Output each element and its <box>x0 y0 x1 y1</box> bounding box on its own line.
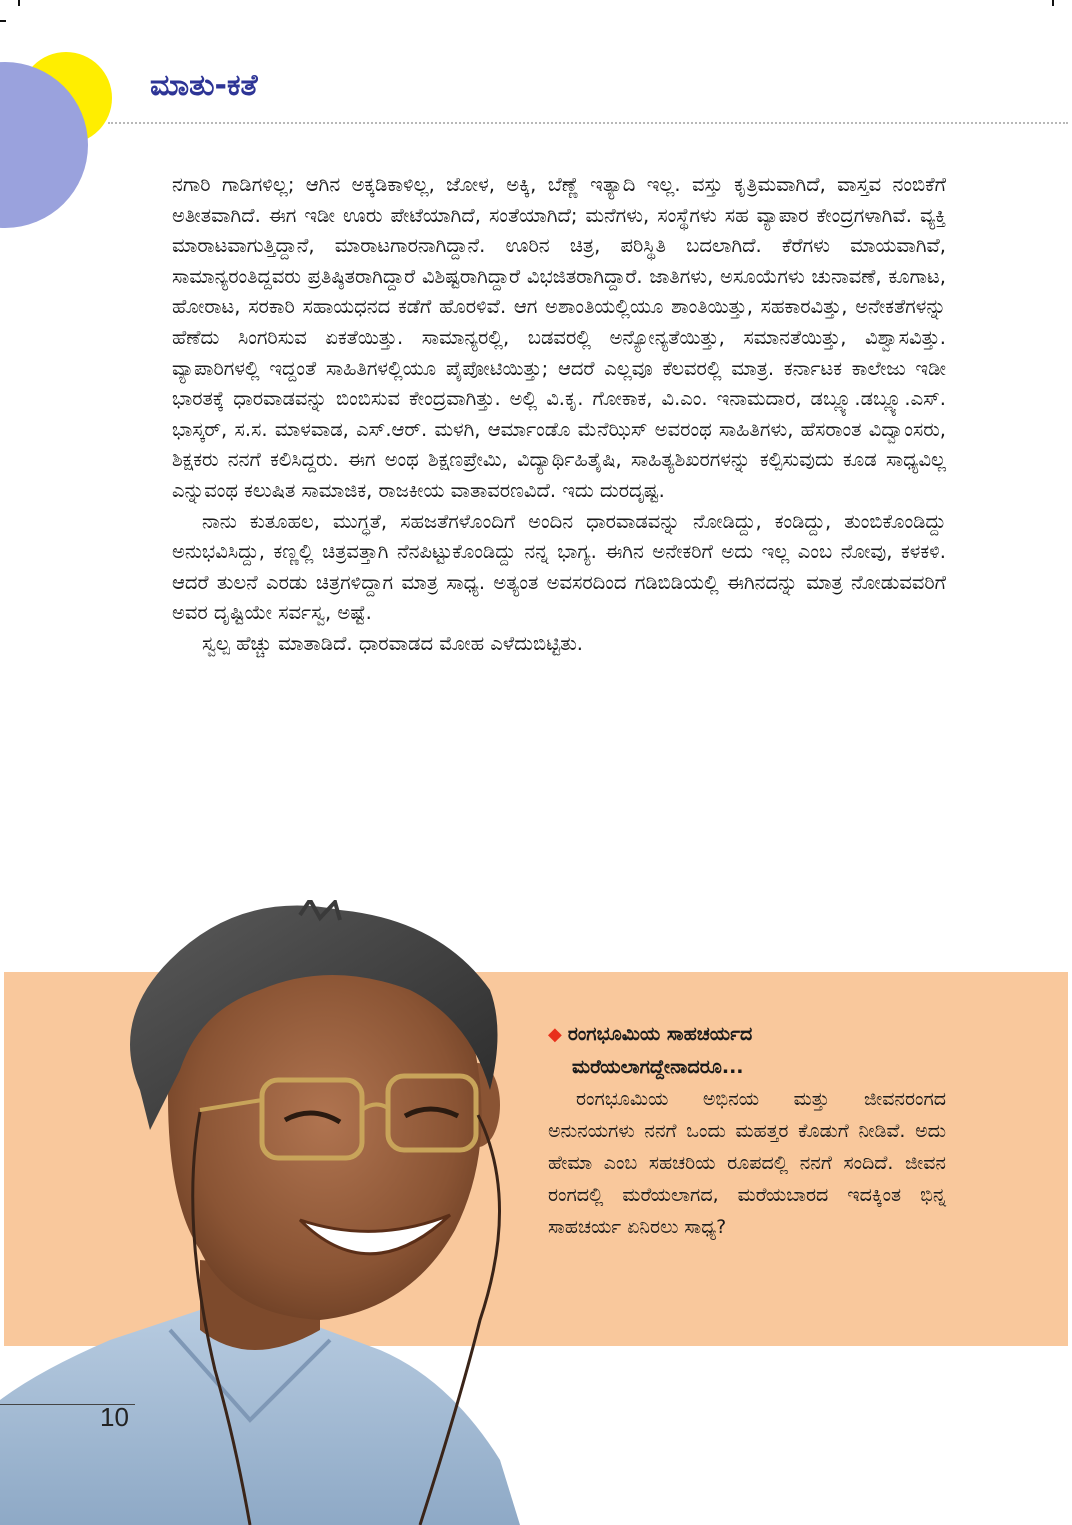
diamond-bullet-icon: ◆ <box>548 1024 562 1045</box>
quote-box <box>548 1018 946 1243</box>
quote-body: ರಂಗಭೂಮಿಯ ಅಭಿನಯ ಮತ್ತು ಜೀವನರಂಗದ ಅನುನಯಗಳು ನನಗೆ ಒಂದು ಮಹತ್ತರ ಕೊಡುಗೆ ನೀಡಿವೆ. ಅದು ಹೇಮಾ ಎಂಬ ಸಹಚರಿಯ ರೂಪದಲ್ಲಿ ನನಗೆ ಸಂದಿದೆ. ಜೀವನ ರಂಗದಲ್ಲಿ ಮರೆಯಲಾಗದ, ಮರೆಯಬಾರದ ಇದಕ್ಕಿಂತ ಭಿನ್ನ ಸಾಹಚರ್ಯ ಏನಿರಲು ಸಾಧ್ಯ? <box>548 1088 946 1238</box>
article-paragraph: ನಾನು ಕುತೂಹಲ, ಮುಗ್ಧತೆ, ಸಹಜತೆಗಳೊಂದಿಗೆ ಅಂದಿನ ಧಾರವಾಡವನ್ನು ನೋಡಿದ್ದು, ಕಂಡಿದ್ದು, ತುಂಬಿಕೊಂಡಿದ್ದು ಅನುಭವಿಸಿದ್ದು, ಕಣ್ಣಲ್ಲಿ ಚಿತ್ರವತ್ತಾಗಿ ನೆನಪಿಟ್ಟುಕೊಂಡಿದ್ದು ನನ್ನ ಭಾಗ್ಯ. ಈಗಿನ ಅನೇಕರಿಗೆ ಅದು ಇಲ್ಲ ಎಂಬ ನೋವು, ಕಳಕಳಿ. ಆದರೆ ತುಲನೆ ಎರಡು ಚಿತ್ರಗಳಿದ್ದಾಗ ಮಾತ್ರ ಸಾಧ್ಯ. ಅತ್ಯಂತ ಅವಸರದಿಂದ ಗಡಿಬಿಡಿಯಲ್ಲಿ ಈಗಿನದನ್ನು ಮಾತ್ರ ನೋಡುವವರಿಗೆ ಅವರ ದೃಷ್ಟಿಯೇ ಸರ್ವಸ್ವ, ಅಷ್ಟೆ. <box>172 509 946 625</box>
quote-heading-line1: ರಂಗಭೂಮಿಯ ಸಾಹಚರ್ಯದ <box>567 1023 753 1045</box>
quote-heading <box>548 1018 946 1083</box>
article-paragraph: ಸ್ವಲ್ಪ ಹೆಚ್ಚು ಮಾತಾಡಿದೆ. ಧಾರವಾಡದ ಮೋಹ ಎಳೆದುಬಿಟ್ಟಿತು. <box>202 631 583 655</box>
article-body <box>172 170 946 660</box>
section-title: ಮಾತು-ಕತೆ <box>150 68 258 103</box>
page-number: 10 <box>100 1402 129 1432</box>
crop-mark-left <box>0 20 6 22</box>
crop-mark-top-right <box>1052 0 1054 6</box>
article-paragraph: ನಗಾರಿ ಗಾಡಿಗಳಿಲ್ಲ; ಆಗಿನ ಅಕ್ಕಡಿಕಾಳಿಲ್ಲ, ಜೋಳ, ಅಕ್ಕಿ, ಬೆಣ್ಣೆ ಇತ್ಯಾದಿ ಇಲ್ಲ. ವಸ್ತು ಕೃತ್ರಿಮವಾಗಿದೆ, ವಾಸ್ತವ ನಂಬಿಕೆಗೆ ಅತೀತವಾಗಿದೆ. ಈಗ ಇಡೀ ಊರು ಪೇಟೆಯಾಗಿದೆ, ಸಂತೆಯಾಗಿದೆ; ಮನೆಗಳು, ಸಂಸ್ಥೆಗಳು ಸಹ ವ್ಯಾಪಾರ ಕೇಂದ್ರಗಳಾಗಿವೆ. ವ್ಯಕ್ತಿ ಮಾರಾಟವಾಗುತ್ತಿದ್ದಾನೆ, ಮಾರಾಟಗಾರನಾಗಿದ್ದಾನೆ. ಊರಿನ ಚಿತ್ರ, ಪರಿಸ್ಥಿತಿ ಬದಲಾಗಿದೆ. ಕೆರೆಗಳು ಮಾಯವಾಗಿವೆ, ಸಾಮಾನ್ಯರಂತಿದ್ದವರು ಪ್ರತಿಷ್ಠಿತರಾಗಿದ್ದಾರೆ ವಿಶಿಷ್ಟರಾಗಿದ್ದಾರೆ ವಿಭಜಿತರಾಗಿದ್ದಾರೆ. ಜಾತಿಗಳು, ಅಸೂಯೆಗಳು ಚುನಾವಣೆ, ಕೂಗಾಟ, ಹೋರಾಟ, ಸರಕಾರಿ ಸಹಾಯಧನದ ಕಡೆಗೆ ಹೊರಳಿವೆ. ಆಗ ಅಶಾಂತಿಯಲ್ಲಿಯೂ ಶಾಂತಿಯಿತ್ತು, ಸಹಕಾರವಿತ್ತು, ಅನೇಕತೆಗಳನ್ನು ಹೆಣೆದು ಸಿಂಗರಿಸುವ ಏಕತೆಯಿತ್ತು. ಸಾಮಾನ್ಯರಲ್ಲಿ, ಬಡವರಲ್ಲಿ ಅನ್ಯೋನ್ಯತೆಯಿತ್ತು, ಸಮಾನತೆಯಿತ್ತು, ವಿಶ್ವಾಸವಿತ್ತು. ವ್ಯಾಪಾರಿಗಳಲ್ಲಿ ಇದ್ದಂತೆ ಸಾಹಿತಿಗಳಲ್ಲಿಯೂ ಪೈಪೋಟಿಯಿತ್ತು; ಆದರೆ ಎಲ್ಲವೂ ಕೆಲವರಲ್ಲಿ ಮಾತ್ರ. ಕರ್ನಾಟಕ ಕಾಲೇಜು ಇಡೀ ಭಾರತಕ್ಕೆ ಧಾರವಾಡವನ್ನು ಬಿಂಬಿಸುವ ಕೇಂದ್ರವಾಗಿತ್ತು. ಅಲ್ಲಿ ವಿ.ಕೃ. ಗೋಕಾಕ, ವಿ.ಎಂ. ಇನಾಮದಾರ, ಡಬ್ಲ್ಯೂ.ಡಬ್ಲ್ಯೂ.ಎಸ್. ಭಾಸ್ಕರ್, ಸ.ಸ. ಮಾಳವಾಡ, ಎಸ್.ಆರ್. ಮಳಗಿ, ಆರ್ಮಾಂಡೊ ಮೆನೆಝಿಸ್ ಅವರಂಥ ಸಾಹಿತಿಗಳು, ಹೆಸರಾಂತ ವಿದ್ವಾಂಸರು, ಶಿಕ್ಷಕರು ನನಗೆ ಕಲಿಸಿದ್ದರು. ಈಗ ಅಂಥ ಶಿಕ್ಷಣಪ್ರೇಮಿ, ವಿದ್ಯಾರ್ಥಿಹಿತೈಷಿ, ಸಾಹಿತ್ಯಶಿಖರಗಳನ್ನು ಕಲ್ಪಿಸುವುದು ಕೂಡ ಸಾಧ್ಯವಿಲ್ಲ ಎನ್ನುವಂಥ ಕಲುಷಿತ ಸಾಮಾಜಿಕ, ರಾಜಕೀಯ ವಾತಾವರಣವಿದೆ. ಇದು ದುರದೃಷ್ಟ. <box>172 173 946 502</box>
crop-mark-top-left <box>18 0 20 6</box>
portrait-photo <box>0 900 520 1525</box>
dotted-divider <box>108 122 1068 124</box>
quote-heading-line2: ಮರೆಯಲಾಗದ್ದೇನಾದರೂ... <box>572 1056 744 1078</box>
